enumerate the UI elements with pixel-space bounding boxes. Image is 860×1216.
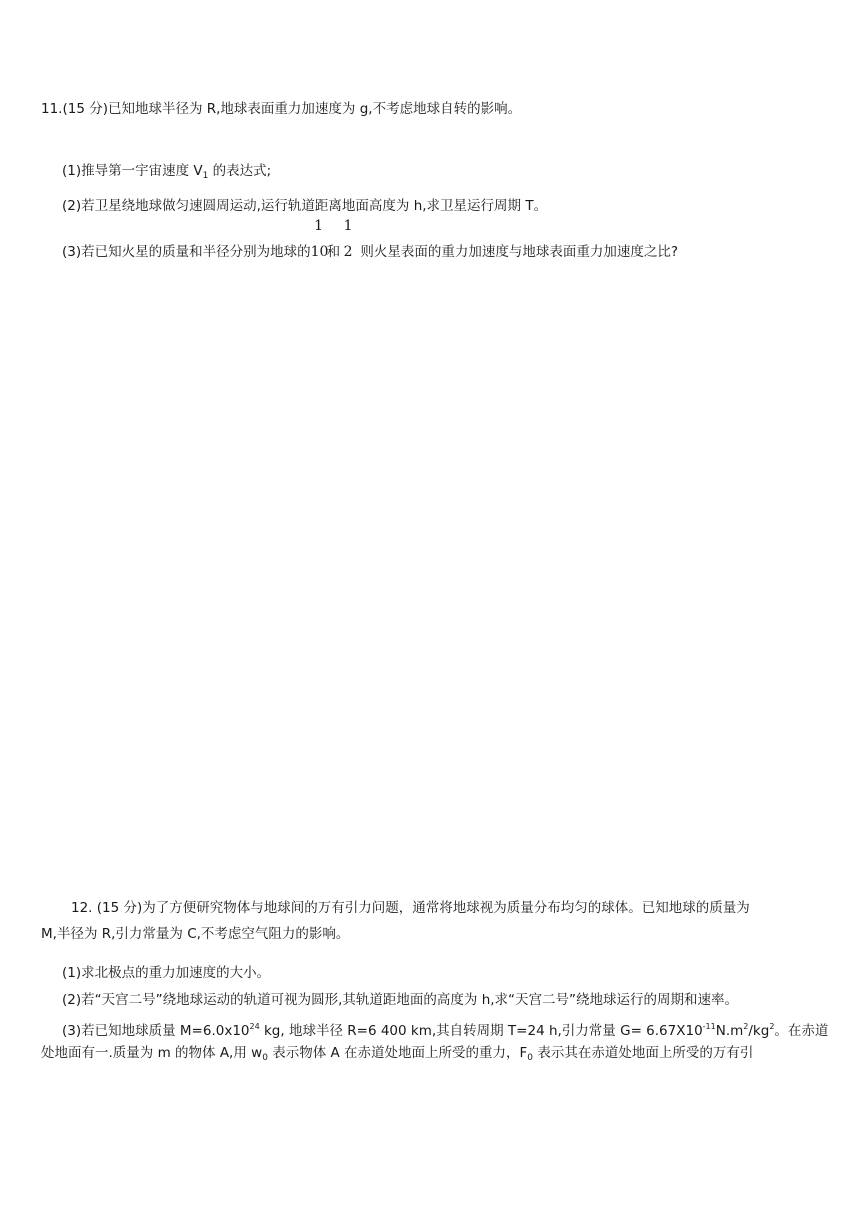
q12-p4-text: 处地面有一.质量为 m 的物体 A,用 w — [41, 1045, 263, 1061]
q12-p3-text-5: 。在赤道 — [774, 1023, 829, 1039]
fraction-one-half — [340, 218, 356, 262]
question-12-part-3 — [62, 1017, 828, 1041]
q11-p1-text: (1)推导第一宇宙速度 V — [62, 163, 203, 179]
q12-p3-text-3: N.m — [715, 1023, 744, 1039]
q11-p1-text-end: 的表达式; — [208, 163, 272, 179]
q12-p3-text: (3)若已知地球质量 M=6.0x10 — [62, 1023, 250, 1039]
exponent: 2 — [743, 1022, 749, 1031]
question-12-part-1: (1)求北极点的重力加速度的大小。 — [62, 965, 271, 981]
question-11-part-2: (2)若卫星绕地球做匀速圆周运动,运行轨道距离地面高度为 h,求卫星运行周期 T。 — [62, 198, 548, 214]
question-11-part-3 — [62, 218, 679, 262]
subscript: 0 — [262, 1053, 268, 1063]
exponent: 2 — [769, 1022, 775, 1031]
fraction-one-tenth — [310, 218, 329, 262]
q11-p1-subscript: 1 — [202, 171, 209, 181]
q12-p3-text-2: kg, 地球半径 R=6 400 km,其自转周期 T=24 h,引力常量 G= 6.67X10 — [259, 1023, 703, 1039]
q11-p3-text: (3)若已知火星的质量和半径分别为地球的 — [62, 244, 311, 260]
q11-p3-and: 和 — [326, 244, 341, 260]
exponent: 24 — [249, 1022, 260, 1031]
fraction-denominator: 10 — [310, 244, 329, 260]
q12-p4-text-3: 表示其在赤道处地面上所受的万有引 — [533, 1045, 754, 1061]
q12-p4-text-2: 表示物体 A 在赤道处地面上所受的重力，F — [267, 1045, 528, 1061]
question-12-title-line-2: M,半径为 R,引力常量为 C,不考虑空气阻力的影响。 — [41, 926, 350, 942]
question-12-part-2: (2)若“天宫二号”绕地球运动的轨道可视为圆形,其轨道距地面的高度为 h,求“天宫二号”绕地球运行的周期和速率。 — [62, 992, 739, 1008]
question-11-part-1 — [62, 161, 271, 186]
q11-p3-text-end: 则火星表面的重力加速度与地球表面重力加速度之比? — [356, 244, 679, 260]
exponent: -11 — [702, 1022, 716, 1031]
fraction-numerator: 1 — [343, 218, 353, 234]
fraction-denominator: 2 — [343, 244, 353, 260]
question-11-title: 11.(15 分)已知地球半径为 R,地球表面重力加速度为 g,不考虑地球自转的影响。 — [41, 101, 522, 117]
question-12-part-3-continued — [41, 1043, 753, 1068]
question-12-title-line-1: 12. (15 分)为了方便研究物体与地球间的万有引力问题，通常将地球视为质量分布均匀的球体。已知地球的质量为 — [71, 900, 750, 916]
q12-p3-text-4: /kg — [748, 1023, 770, 1039]
fraction-numerator: 1 — [314, 218, 324, 234]
subscript: 0 — [527, 1053, 534, 1063]
